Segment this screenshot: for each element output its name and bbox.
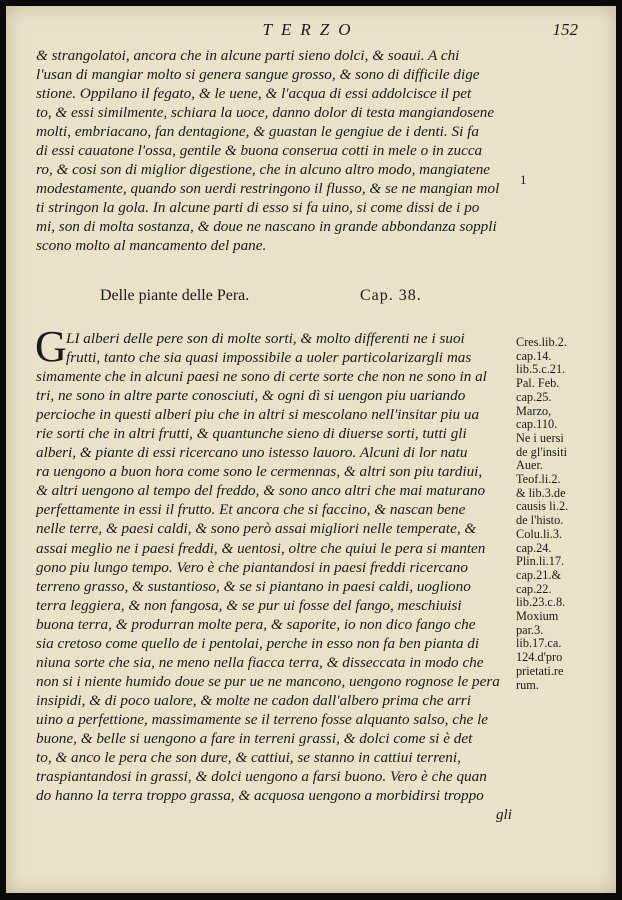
- chapter-body: [35, 322, 512, 824]
- margin-note: prietati.re: [516, 663, 564, 678]
- page-number: 152: [552, 20, 578, 39]
- margin-note: cap.21.&: [516, 567, 562, 582]
- margin-note: cap.24.: [516, 540, 552, 555]
- text-line: assai meglio ne i paesi freddi, & uentosi, oltre che quiui le pera si manten: [36, 539, 486, 557]
- margin-note: de gl'insiti: [516, 444, 568, 459]
- text-line: buona terra, & produrran molte pera, & saporite, io non dico fango che: [36, 615, 476, 633]
- text-line: modestamente, quando son uerdi restringono il flusso, & se ne mangian mol: [36, 180, 500, 198]
- chapter-heading: [100, 287, 460, 309]
- text-line: rie sorti che in altri frutti, & quantunche sieno di diuerse sorti, tutti gli: [36, 425, 467, 443]
- margin-notes: [516, 336, 606, 692]
- text-line: percioche in questi alberi piu che in altri si mescolano nell'insitar piu ua: [36, 406, 480, 424]
- running-head: TERZO: [262, 20, 360, 39]
- margin-note: causis li.2.: [516, 499, 569, 514]
- margin-note: lib.17.ca.: [516, 636, 562, 651]
- margin-mark: 1: [520, 172, 527, 187]
- margin-note: Moxium: [516, 609, 559, 624]
- chapter-title: Delle piante delle Pera.: [100, 287, 250, 304]
- text-line: alberi, & piante di essi ricercano uno istesso lauoro. Alcuni di lor natu: [36, 444, 468, 462]
- text-line: simamente che in alcuni paesi ne sono di certe sorte che non ne sono in al: [36, 368, 487, 386]
- text-line: & altri uengono al tempo del freddo, & sono anco altri che mai maturano: [36, 482, 486, 500]
- text-line: terra leggiera, & non fangosa, & se pur ui fosse del fango, meschiuisi: [36, 596, 462, 614]
- text-line: & strangolatoi, ancora che in alcune parti sieno dolci, & soaui. A chi: [36, 47, 460, 64]
- margin-note: lib.5.c.21.: [516, 362, 566, 377]
- text-line: stione. Oppilano il fegato, & le uene, & l'acqua di essi addolcisce il pet: [36, 85, 472, 103]
- text-line: ra uengono a buon hora come sono le cermennas, & altri son piu tardiui,: [36, 463, 483, 481]
- text-line: l'usan di mangiar molto si genera sangue grosso, & sono di difficile dige: [36, 66, 480, 84]
- top-text-block: [36, 46, 512, 256]
- text-line: to, & anco le pera che son dure, & cattiui, se stanno in cattiui terreni,: [36, 749, 461, 767]
- margin-note: Ne i uersi: [516, 430, 564, 445]
- text-line: do hanno la terra troppo grassa, & acquosa uengono a morbidirsi troppo: [36, 787, 484, 805]
- text-line: nelle terre, & paesi caldi, & sono però assai migliori nelle temperate, &: [36, 520, 477, 538]
- text-line: sia cretoso come quello de i pentolai, perche in esso non fa ben pianta di: [36, 634, 480, 652]
- text-line: molti, embriacano, fan dentagione, & guastan le gengiue de i denti. Si fa: [36, 123, 479, 141]
- margin-note: cap.110.: [516, 417, 558, 432]
- margin-note: lib.23.c.8.: [516, 595, 566, 610]
- text-line: insipidi, & di poco ualore, & molte ne cadon dall'albero prima che arri: [36, 691, 471, 709]
- chapter-number: Cap. 38.: [360, 287, 422, 304]
- text-line: ro, & cosi son di miglior digestione, che in alcuno altro modo, mangiatene: [36, 161, 491, 179]
- margin-note: cap.25.: [516, 389, 552, 404]
- text-line: niuna sorte che sia, ne meno nella fiacca terra, & disseccata in modo che: [36, 653, 484, 671]
- margin-note: Teof.li.2.: [516, 472, 561, 487]
- catchword: gli: [495, 806, 512, 824]
- text-line: to, & essi similmente, schiara la uoce, danno dolor di testa mangiandosene: [36, 104, 495, 122]
- margin-note: Pal. Feb.: [516, 376, 560, 391]
- text-line: perfettamente in essi il frutto. Et ancora che si faccino, & nascan bene: [36, 501, 466, 519]
- margin-note: par.3.: [516, 622, 544, 637]
- margin-note: 124.d'pro: [516, 650, 563, 665]
- margin-note: Plin.li.17.: [516, 554, 565, 569]
- book-page: [6, 6, 616, 893]
- text-line: ti stringon la gola. In alcune parti di esso si fa uino, si come dissi de i po: [36, 199, 480, 217]
- text-line: tri, ne sono in altre parte conosciuti, & ogni dì si uengon piu uariando: [36, 387, 466, 405]
- drop-cap: G: [35, 322, 67, 371]
- margin-note: cap.22.: [516, 581, 552, 596]
- text-line: frutti, tanto che sia quasi impossibile a uoler particolarizargli mas: [66, 349, 472, 367]
- text-line: terreno grasso, & sustantioso, & se si piantano in paesi caldi, uogliono: [36, 577, 471, 595]
- margin-note: Auer.: [516, 458, 543, 473]
- margin-note: & lib.3.de: [516, 485, 566, 500]
- text-line: non si i niente humido doue se pur ue ne mancono, uengono rognose le pera: [36, 672, 500, 690]
- text-line: traspiantandosi in grassi, & dolci uengono a farsi buono. Vero è che quan: [36, 768, 487, 786]
- page-header: [6, 20, 616, 44]
- margin-note: rum.: [516, 677, 539, 692]
- margin-note: cap.14.: [516, 348, 552, 363]
- text-line: LI alberi delle pere son di molte sorti, & molto differenti ne i suoi: [66, 330, 465, 347]
- text-line: uino a perfettione, massimamente se il terreno fosse alquanto salso, che le: [36, 710, 489, 728]
- text-line: mi, son di molta sostanza, & doue ne nascano in grande abbondanza soppli: [36, 218, 497, 236]
- margin-note: Marzo,: [516, 403, 552, 418]
- text-line: buone, & belle si uengono a fare in terreni grassi, & dolci come si è det: [36, 729, 473, 747]
- margin-note: de l'histo.: [516, 513, 564, 528]
- text-line: gono piu lungo tempo. Vero è che piantandosi in paesi freddi ricercano: [36, 558, 468, 576]
- margin-note: Colu.li.3.: [516, 526, 563, 541]
- text-line: scono molto al mancamento del pane.: [36, 237, 267, 255]
- margin-note: Cres.lib.2.: [516, 335, 567, 349]
- text-line: di essi cauatone l'ossa, gentile & buona conserua cotti in mele o in zucca: [36, 142, 483, 160]
